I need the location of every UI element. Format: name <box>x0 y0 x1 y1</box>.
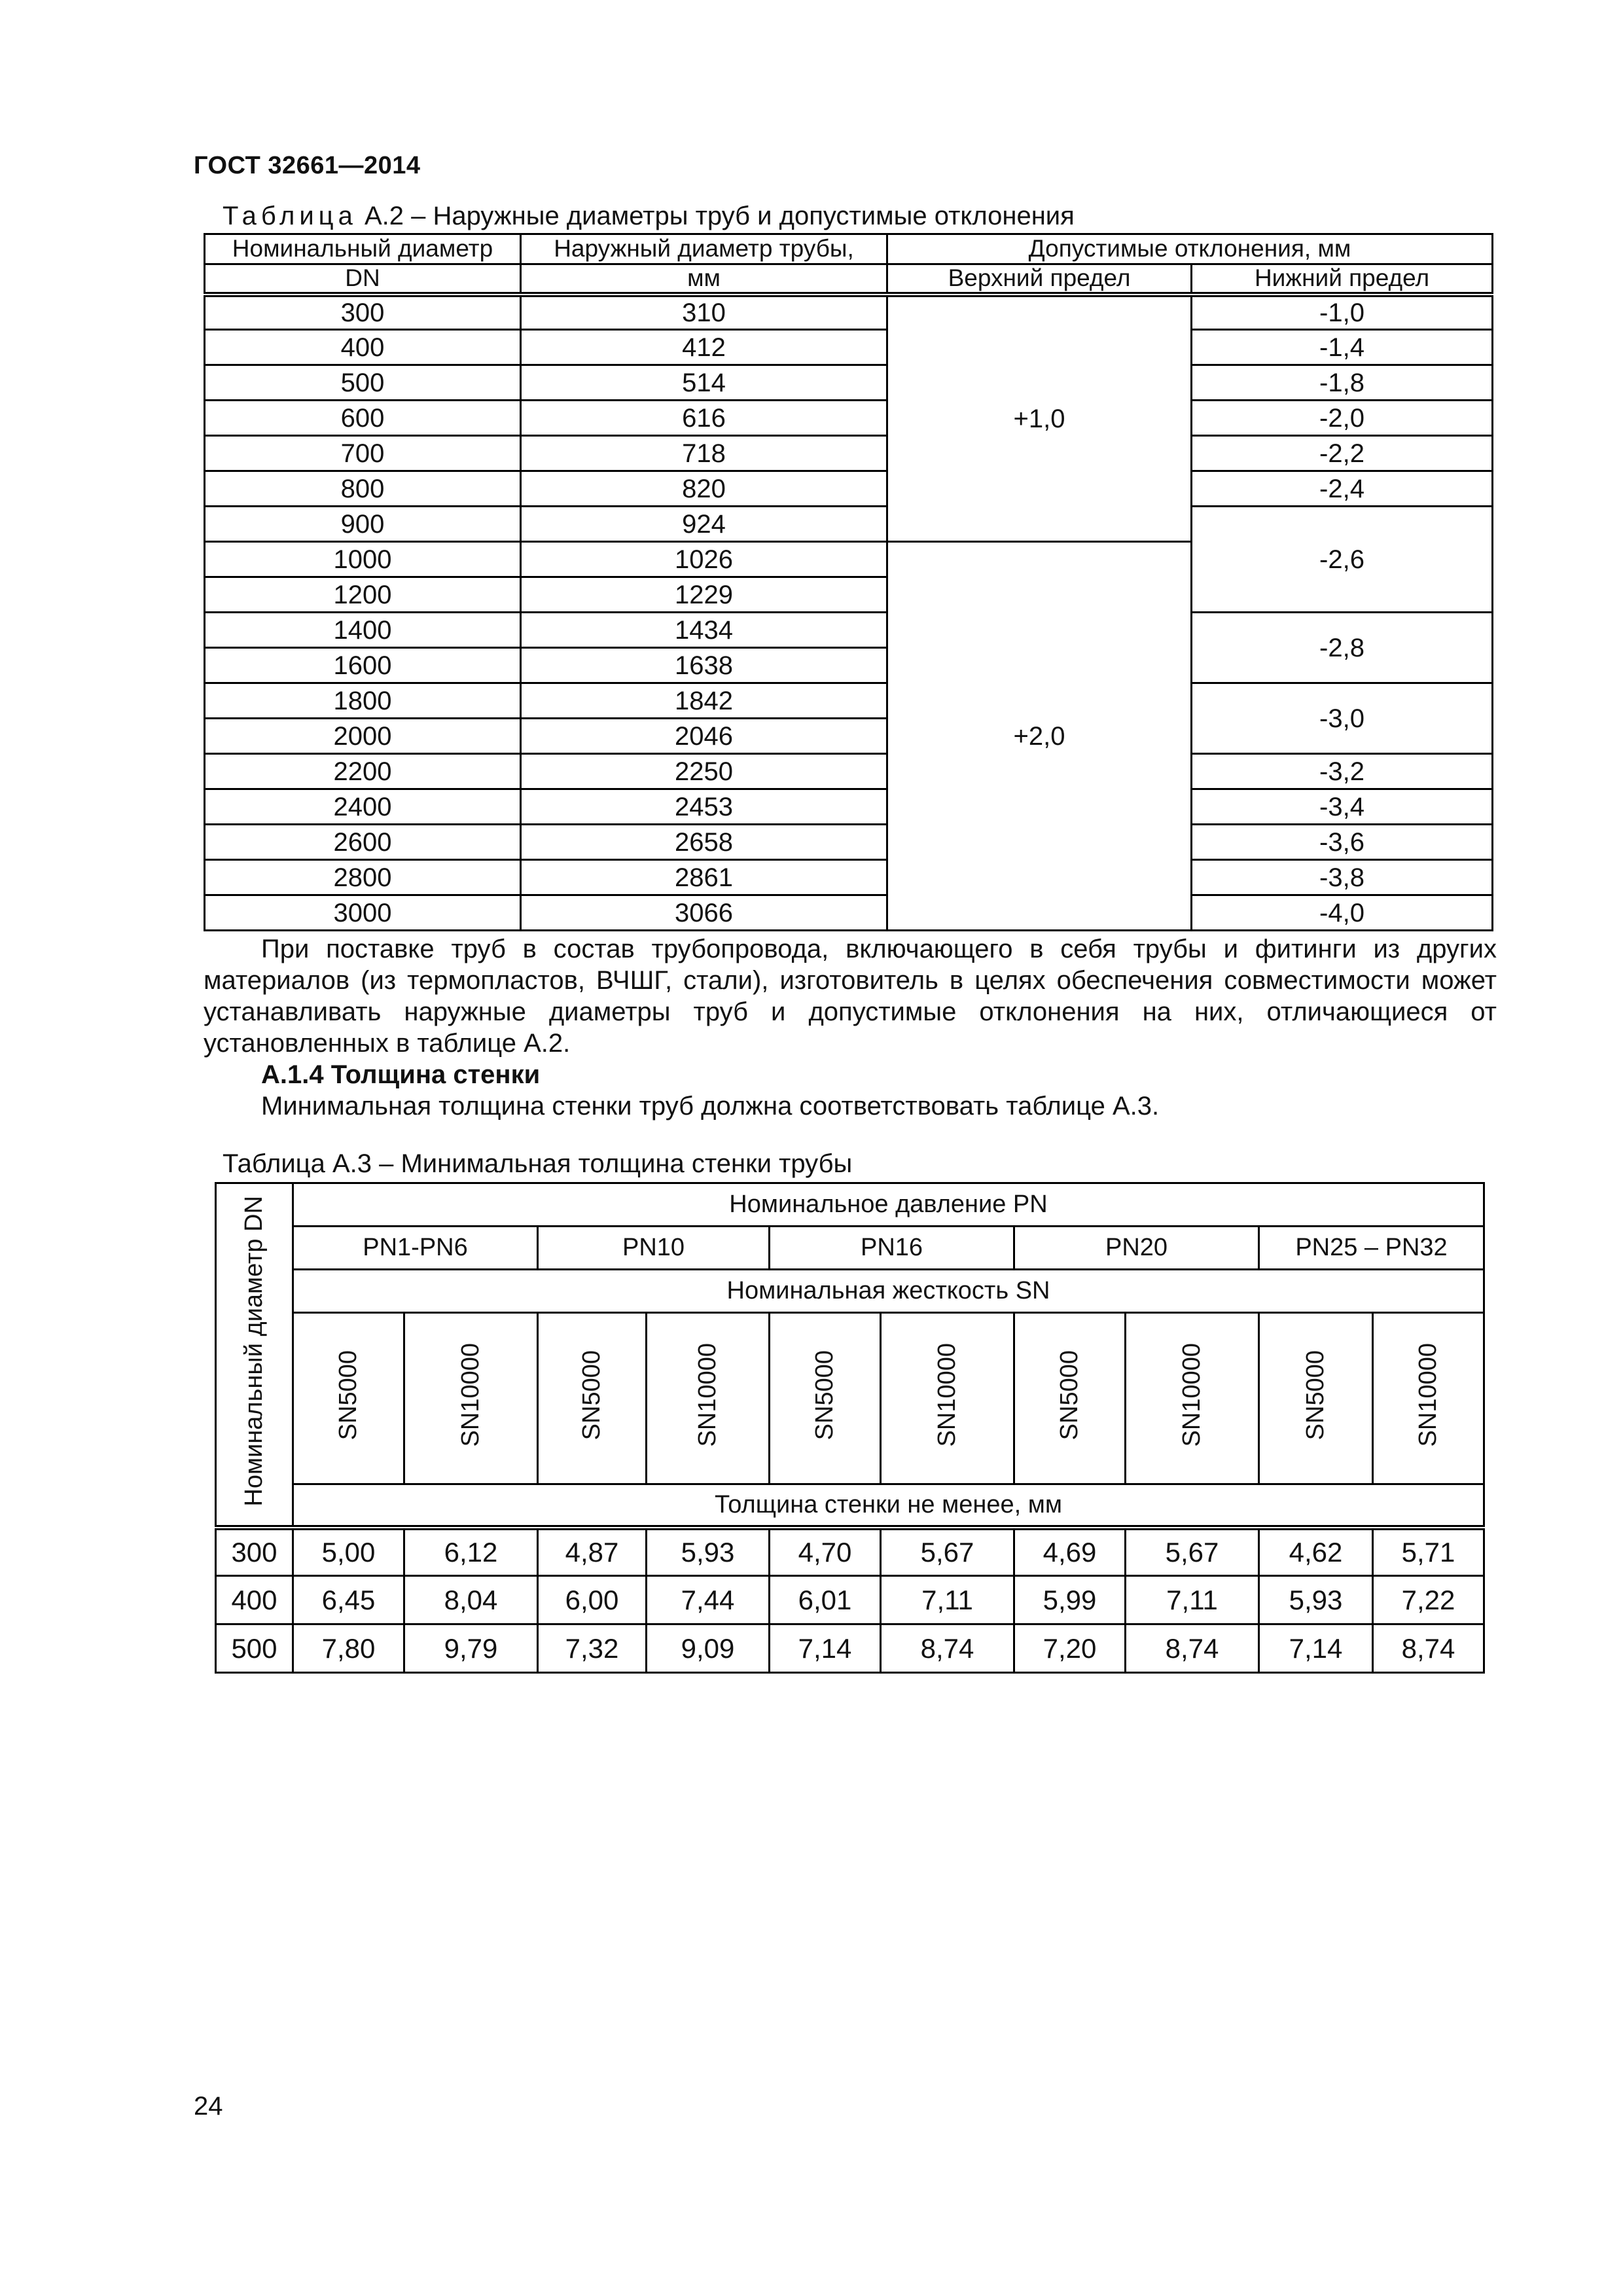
thickness-cell: 5,99 <box>1014 1576 1126 1624</box>
thickness-cell: 9,09 <box>647 1624 770 1673</box>
table-a3-caption: Таблица А.3 – Минимальная толщина стенки трубы <box>223 1149 853 1178</box>
sn-label-cell <box>538 1313 647 1484</box>
thickness-cell: 5,67 <box>1126 1528 1259 1576</box>
dn-cell: 400 <box>205 330 521 365</box>
pn-group-header: PN10 <box>538 1227 770 1270</box>
thickness-cell: 7,11 <box>1126 1576 1259 1624</box>
dn-cell: 500 <box>205 365 521 401</box>
od-cell: 616 <box>521 401 887 436</box>
header-lower-limit: Нижний предел <box>1192 264 1493 295</box>
dn-cell: 1000 <box>205 542 521 577</box>
section-text: Минимальная толщина стенки труб должна соответствовать таблице А.3. <box>261 1092 1160 1121</box>
sn-label: SN10000 <box>1414 1343 1442 1447</box>
sn-label-cell <box>647 1313 770 1484</box>
dn-cell: 600 <box>205 401 521 436</box>
lower-limit-cell: -3,4 <box>1192 789 1493 825</box>
sn-label-cell <box>293 1313 404 1484</box>
header-upper-limit: Верхний предел <box>887 264 1192 295</box>
thickness-cell: 7,44 <box>647 1576 770 1624</box>
thickness-cell: 8,74 <box>881 1624 1014 1673</box>
upper-limit-cell: +2,0 <box>887 542 1192 931</box>
sn-label: SN5000 <box>578 1350 605 1441</box>
dn-cell: 300 <box>216 1528 293 1576</box>
thickness-cell: 4,87 <box>538 1528 647 1576</box>
sn-label: SN5000 <box>1302 1350 1329 1441</box>
header-wall-thickness: Толщина стенки не менее, мм <box>293 1484 1484 1528</box>
dn-cell: 400 <box>216 1576 293 1624</box>
od-cell: 1026 <box>521 542 887 577</box>
pn-group-header: PN25 – PN32 <box>1259 1227 1484 1270</box>
od-cell: 2046 <box>521 719 887 754</box>
od-cell: 1229 <box>521 577 887 613</box>
od-cell: 924 <box>521 507 887 542</box>
upper-limit-cell: +1,0 <box>887 295 1192 542</box>
sn-label-cell <box>1259 1313 1373 1484</box>
sn-label-cell <box>1126 1313 1259 1484</box>
od-cell: 1638 <box>521 648 887 683</box>
thickness-cell: 6,45 <box>293 1576 404 1624</box>
dn-cell: 1400 <box>205 613 521 648</box>
lower-limit-cell: -4,0 <box>1192 895 1493 931</box>
od-cell: 310 <box>521 295 887 330</box>
sn-label: SN5000 <box>334 1350 362 1441</box>
lower-limit-cell: -2,2 <box>1192 436 1493 471</box>
sn-label: SN5000 <box>811 1350 838 1441</box>
thickness-cell: 5,67 <box>881 1528 1014 1576</box>
lower-limit-cell: -3,8 <box>1192 860 1493 895</box>
lower-limit-cell: -2,8 <box>1192 613 1493 683</box>
thickness-cell: 6,00 <box>538 1576 647 1624</box>
lower-limit-cell: -1,4 <box>1192 330 1493 365</box>
dn-cell: 2400 <box>205 789 521 825</box>
dn-cell: 1800 <box>205 683 521 719</box>
thickness-cell: 4,69 <box>1014 1528 1126 1576</box>
header-od-bottom: мм <box>521 264 887 295</box>
thickness-cell: 7,14 <box>770 1624 881 1673</box>
page-number: 24 <box>194 2092 223 2121</box>
header-nominal-diameter <box>216 1183 293 1528</box>
dn-cell: 2600 <box>205 825 521 860</box>
dn-cell: 700 <box>205 436 521 471</box>
sn-label-cell <box>770 1313 881 1484</box>
lower-limit-cell: -3,0 <box>1192 683 1493 754</box>
sn-label: SN10000 <box>457 1343 484 1447</box>
thickness-cell: 5,00 <box>293 1528 404 1576</box>
lower-limit-cell: -3,6 <box>1192 825 1493 860</box>
od-cell: 1434 <box>521 613 887 648</box>
table-a2-caption <box>223 202 1075 231</box>
lower-limit-cell: -1,8 <box>1192 365 1493 401</box>
od-cell: 1842 <box>521 683 887 719</box>
thickness-cell: 7,14 <box>1259 1624 1373 1673</box>
sn-label-cell <box>1373 1313 1484 1484</box>
dn-cell: 2800 <box>205 860 521 895</box>
header-dn-top: Номинальный диаметр <box>205 234 521 264</box>
lower-limit-cell: -1,0 <box>1192 295 1493 330</box>
table-a2-caption-prefix: Таблица <box>223 202 357 230</box>
dn-cell: 3000 <box>205 895 521 931</box>
lower-limit-cell: -3,2 <box>1192 754 1493 789</box>
pn-group-header: PN16 <box>770 1227 1014 1270</box>
thickness-cell: 7,22 <box>1373 1576 1484 1624</box>
header-od-top: Наружный диаметр трубы, <box>521 234 887 264</box>
dn-cell: 300 <box>205 295 521 330</box>
sn-label: SN10000 <box>694 1343 721 1447</box>
sn-label-cell <box>404 1313 538 1484</box>
thickness-cell: 5,93 <box>1259 1576 1373 1624</box>
thickness-cell: 8,04 <box>404 1576 538 1624</box>
thickness-cell: 7,80 <box>293 1624 404 1673</box>
header-nominal-pressure: Номинальное давление PN <box>293 1183 1484 1227</box>
table-a2-caption-title: А.2 – Наружные диаметры труб и допустимые отклонения <box>357 202 1075 230</box>
dn-cell: 1600 <box>205 648 521 683</box>
lower-limit-cell: -2,4 <box>1192 471 1493 507</box>
dn-cell: 900 <box>205 507 521 542</box>
dn-cell: 2000 <box>205 719 521 754</box>
od-cell: 718 <box>521 436 887 471</box>
section-heading: А.1.4 Толщина стенки <box>261 1060 541 1089</box>
thickness-cell: 7,11 <box>881 1576 1014 1624</box>
thickness-cell: 5,93 <box>647 1528 770 1576</box>
sn-label: SN10000 <box>1178 1343 1205 1447</box>
lower-limit-cell: -2,6 <box>1192 507 1493 613</box>
lower-limit-cell: -2,0 <box>1192 401 1493 436</box>
dn-cell: 500 <box>216 1624 293 1673</box>
od-cell: 2861 <box>521 860 887 895</box>
paragraph-text: При поставке труб в состав трубопровода, включающего в себя трубы и фитинги из других материалов (из термопластов, ВЧШГ, стали), изготовитель в целях обеспечения совместимости может устанавливать наружные диаметры труб и допустимые отклонения на них, отличающиеся от установленных в таблице А.2. <box>204 935 1497 1058</box>
body-paragraph <box>204 933 1497 1059</box>
od-cell: 2658 <box>521 825 887 860</box>
od-cell: 820 <box>521 471 887 507</box>
thickness-cell: 8,74 <box>1373 1624 1484 1673</box>
sn-label-cell <box>1014 1313 1126 1484</box>
od-cell: 3066 <box>521 895 887 931</box>
header-dn-bottom: DN <box>205 264 521 295</box>
dn-cell: 800 <box>205 471 521 507</box>
od-cell: 2250 <box>521 754 887 789</box>
od-cell: 514 <box>521 365 887 401</box>
dn-cell: 2200 <box>205 754 521 789</box>
pn-group-header: PN1-PN6 <box>293 1227 538 1270</box>
thickness-cell: 6,01 <box>770 1576 881 1624</box>
od-cell: 412 <box>521 330 887 365</box>
thickness-cell: 7,32 <box>538 1624 647 1673</box>
header-tolerances: Допустимые отклонения, мм <box>887 234 1493 264</box>
od-cell: 2453 <box>521 789 887 825</box>
document-header: ГОСТ 32661—2014 <box>194 152 421 179</box>
sn-label-cell <box>881 1313 1014 1484</box>
pn-group-header: PN20 <box>1014 1227 1259 1270</box>
thickness-cell: 8,74 <box>1126 1624 1259 1673</box>
table-a3 <box>215 1182 1485 1674</box>
sn-label: SN10000 <box>933 1343 961 1447</box>
header-nominal-stiffness: Номинальная жесткость SN <box>293 1270 1484 1313</box>
thickness-cell: 7,20 <box>1014 1624 1126 1673</box>
sn-label: SN5000 <box>1056 1350 1083 1441</box>
table-a2 <box>204 233 1493 931</box>
dn-cell: 1200 <box>205 577 521 613</box>
thickness-cell: 4,70 <box>770 1528 881 1576</box>
thickness-cell: 9,79 <box>404 1624 538 1673</box>
thickness-cell: 6,12 <box>404 1528 538 1576</box>
header-nominal-diameter-text: Номинальный диаметр DN <box>240 1195 268 1507</box>
thickness-cell: 4,62 <box>1259 1528 1373 1576</box>
thickness-cell: 5,71 <box>1373 1528 1484 1576</box>
